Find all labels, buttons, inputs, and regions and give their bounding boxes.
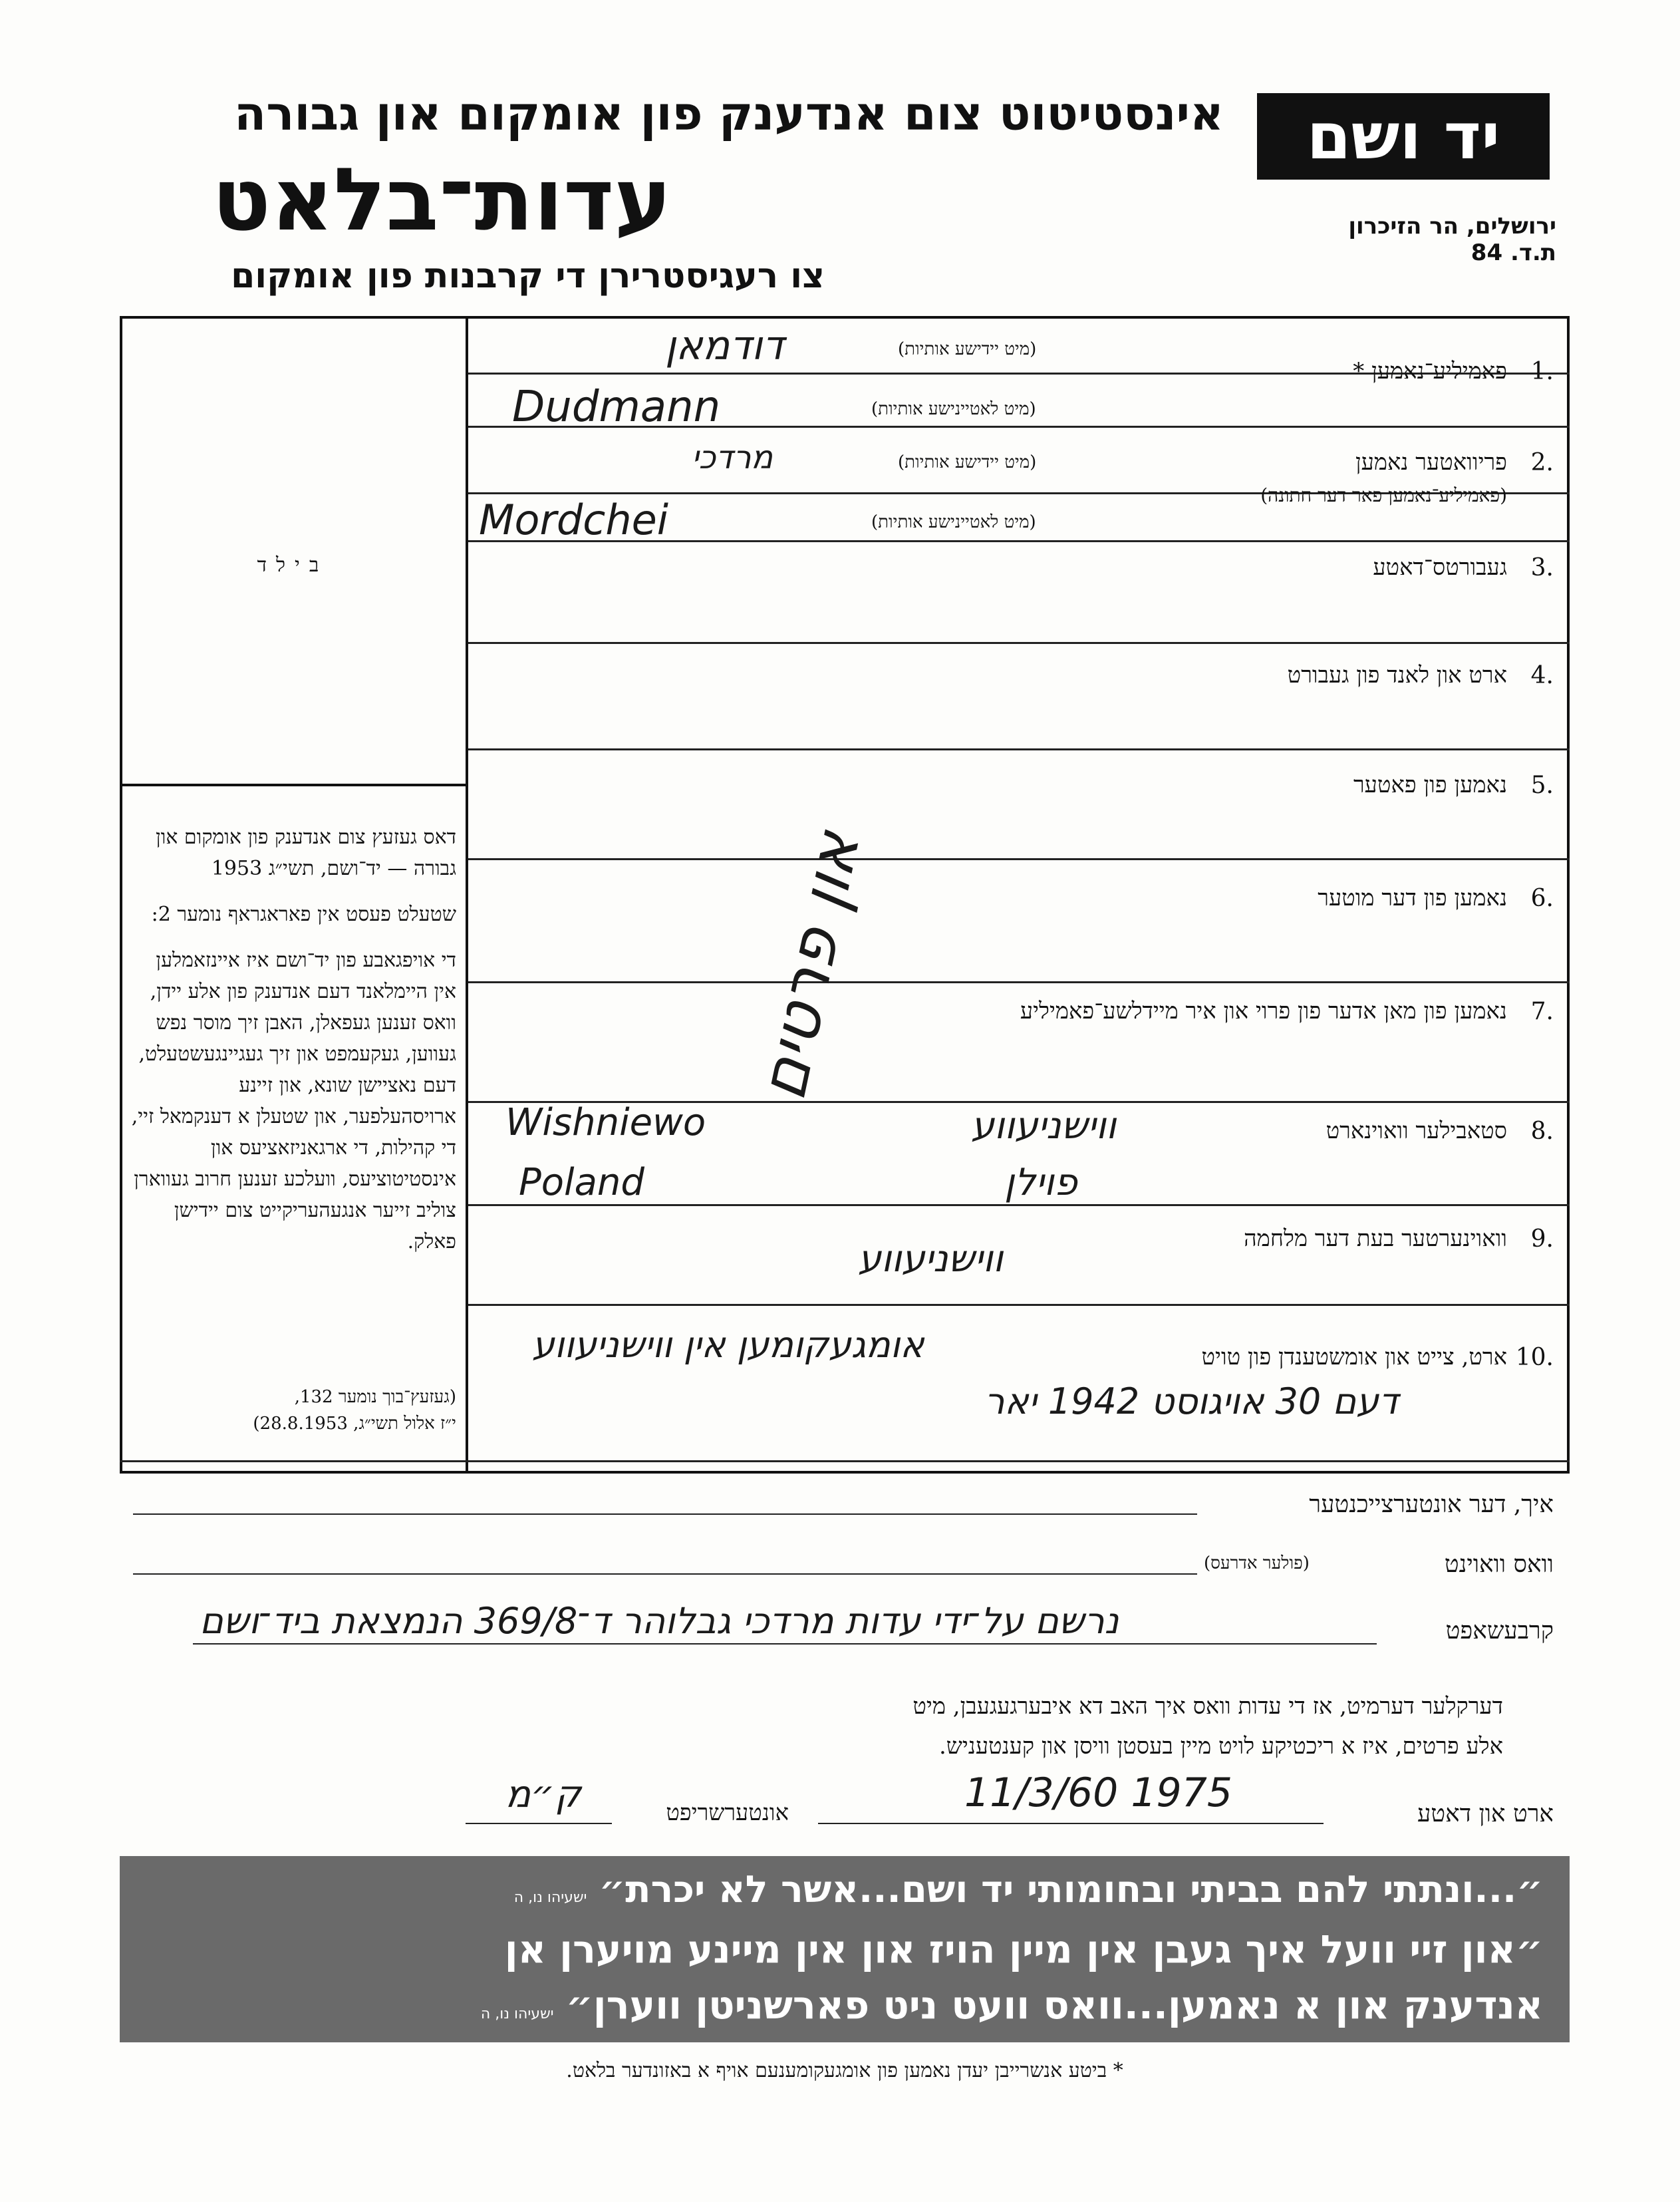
address-hint: (פולער אדרעס) [1204, 1553, 1310, 1573]
quote-source: ישעיהו נו, ה [513, 1889, 587, 1906]
country-yiddish-value: פוילן [1004, 1161, 1077, 1204]
field-label-birthplace: ארט און לאנד פון געבורט [1287, 662, 1507, 689]
signature-line[interactable] [466, 1823, 612, 1824]
quote-line-1-text: ״...ונתתי להם בביתי ובחומותי יד ושם...אשר לא יכרת״ [599, 1868, 1543, 1911]
field-number: 10. [1515, 1344, 1554, 1371]
residence-yiddish-value: ווישניעווע [971, 1104, 1117, 1148]
quote-line-1 [514, 1868, 1543, 1911]
quote-source: ישעיהו נו, ה [480, 2006, 554, 2022]
law-reference [130, 1384, 456, 1437]
photo-box-bottom-border [120, 784, 466, 786]
hint-yiddish-letters: (מיט יידישע אותיות) [898, 339, 1037, 359]
field-10-rule [120, 1460, 1570, 1462]
diagonal-annotation: און פרטים [745, 825, 875, 1107]
institute-address [1250, 213, 1556, 266]
signature-value: ק״מ [505, 1773, 581, 1816]
relation-label: קרבעשאפט [1445, 1617, 1554, 1645]
first-name-latin-value: Mordchei [479, 496, 669, 544]
quote-line-3 [481, 1982, 1543, 2028]
field-number: 8. [1530, 1118, 1554, 1145]
form-title: עדות־בלאט [211, 149, 672, 250]
residence-latin-value: Wishniewo [505, 1101, 706, 1144]
law-ref-line-1: (געזעץ־בוך נומער 132, [294, 1387, 456, 1407]
field-number: 9. [1530, 1225, 1554, 1253]
field-label-family-name: פאמיליע־נאמען * [1353, 358, 1507, 385]
family-name-yiddish-value: דודמאן [665, 323, 785, 369]
address-line[interactable] [133, 1573, 1197, 1575]
field-label-spouse-name: נאמען פון מאן אדער פון פרוי און איר מיידלשע־פאמיליע [1020, 998, 1507, 1024]
declaration-line-1: דערקלער דערמיט, אז די עדות וואס איך האב דא איבערגעגעבן, מיט [912, 1693, 1503, 1720]
law-paragraph-2: שטעלט פעסט אין פאראגראף נומער 2: [151, 903, 456, 926]
address-line-1: ירושלים, הר הזיכרון [1348, 213, 1556, 239]
field-number: 1. [1530, 358, 1554, 385]
yad-vashem-logo: יד ושם [1257, 93, 1550, 180]
signature-label: אונטערשריפט [666, 1800, 789, 1826]
date-value: 11/3/60 1975 [964, 1770, 1233, 1816]
quote-line-3-text: אנדענק און א נאמען...וואס וועט ניט פארשניטן ווערן״ [565, 1982, 1543, 2028]
field-number: 6. [1530, 885, 1554, 912]
relation-line[interactable] [193, 1643, 1377, 1645]
photo-label: בילד [257, 553, 329, 577]
death-date-value: דעם 30 אויגוסט 1942 יאר [984, 1380, 1399, 1422]
family-name-latin-value: Dudmann [512, 383, 721, 432]
date-label: ארט און דאטע [1417, 1800, 1554, 1827]
field-label-death-circumstances: ארט, צייט און אומשטענדן פון טויט [1201, 1344, 1507, 1370]
hint-yiddish-letters: (מיט יידישע אותיות) [898, 452, 1037, 472]
form-subtitle: צו רעגיסטרירן די קרבנות פון אומקום [231, 256, 825, 296]
institute-name: אינסטיטוט צום אנדענק פון אומקום און גבורה [234, 86, 1224, 141]
field-9-rule [468, 1304, 1570, 1306]
declaration-line-2: אלע פרטים, איז א ריכטיקע לויט מיין בעסטן וויסן און קענטעניש. [938, 1733, 1503, 1760]
first-name-yiddish-value: מרדכי [692, 439, 773, 476]
quote-line-2: ״און זיי וועל איך געבן אין מיין הויז און אין מיינע מויערן אן [504, 1927, 1543, 1972]
field-number: 2. [1530, 449, 1554, 476]
field-5-rule [468, 858, 1570, 860]
photo-column-divider [466, 316, 468, 1474]
relation-value: נרשם על־ידי עדות מרדכי גבלוהר ד־369/8 הנמצאת ביד־ושם [200, 1600, 1119, 1642]
address-label: וואס וואוינט [1444, 1551, 1554, 1578]
hint-latin-letters: (מיט לאטיינישע אותיות) [871, 399, 1036, 419]
hint-latin-letters: (מיט לאטיינישע אותיות) [871, 512, 1036, 532]
field-label-first-name: פריוואטער נאמען [1355, 449, 1507, 476]
submitter-name-line[interactable] [133, 1513, 1197, 1515]
address-line-2: ת.ד. 84 [1470, 239, 1556, 266]
law-paragraph-1: דאס געזעץ צום אנדענק פון אומקום און גבורה — יד־ושם, תשי״ג 1953 [156, 826, 456, 880]
date-line[interactable] [818, 1823, 1324, 1824]
field-6-rule [468, 981, 1570, 983]
death-place-value: אומגעקומען אין ווישניעווע [532, 1324, 924, 1366]
field-label-birth-date: געבורטס־דאטע [1373, 554, 1507, 581]
field-label-wartime-residence: וואוינערטער בעת דער מלחמה [1244, 1225, 1507, 1252]
field-sublabel-maiden-name: (פאמיליע־נאמען פאר דער חתונה) [1260, 484, 1507, 506]
wartime-residence-value: ווישניעווע [858, 1237, 1004, 1281]
field-label-father-name: נאמען פון פאטער [1353, 772, 1507, 798]
field-3-rule [468, 642, 1570, 644]
country-latin-value: Poland [519, 1161, 644, 1204]
field-label-permanent-residence: סטאבילער וואוינארט [1326, 1118, 1507, 1144]
law-text-column [130, 822, 456, 1272]
field-number: 3. [1530, 554, 1554, 581]
field-number: 7. [1530, 998, 1554, 1025]
submitter-label: איך, דער אונטערצייכנטער [1309, 1491, 1554, 1518]
law-paragraph-3: די אויפגאבע פון יד־ושם איז איינזאמלען אין היימלאנד דעם אנדענק פון אלע יידן, וואס זענען געפאלן, האבן זיך מוסר נפש געווען, געקעמפט און זיך געגיינגעשטעלט, דעם נאציישן שונא, און זיינע ארויסהעלפער, און שטעלן א דענקמאל זיי, די קהילות, די ארגאניזאציעס און אינסטיטוציעס, וועלכע זענען חרוב געווארן צוליב זייער אנגעהעריקייט צום יידישן פאלק. [131, 949, 456, 1253]
field-number: 5. [1530, 772, 1554, 799]
field-8-rule [468, 1204, 1570, 1206]
field-label-mother-name: נאמען פון דער מוטער [1318, 885, 1507, 911]
law-ref-line-2: י״ז אלול תשי״ג, 28.8.1953) [253, 1414, 456, 1434]
quote-banner [120, 1856, 1570, 2042]
footnote: * ביטע אנשרייבן יעדן נאמען פון אומגעקומענעם אויף א באזונדער בלאט. [566, 2059, 1123, 2082]
field-number: 4. [1530, 662, 1554, 689]
field-4-rule [468, 748, 1570, 750]
